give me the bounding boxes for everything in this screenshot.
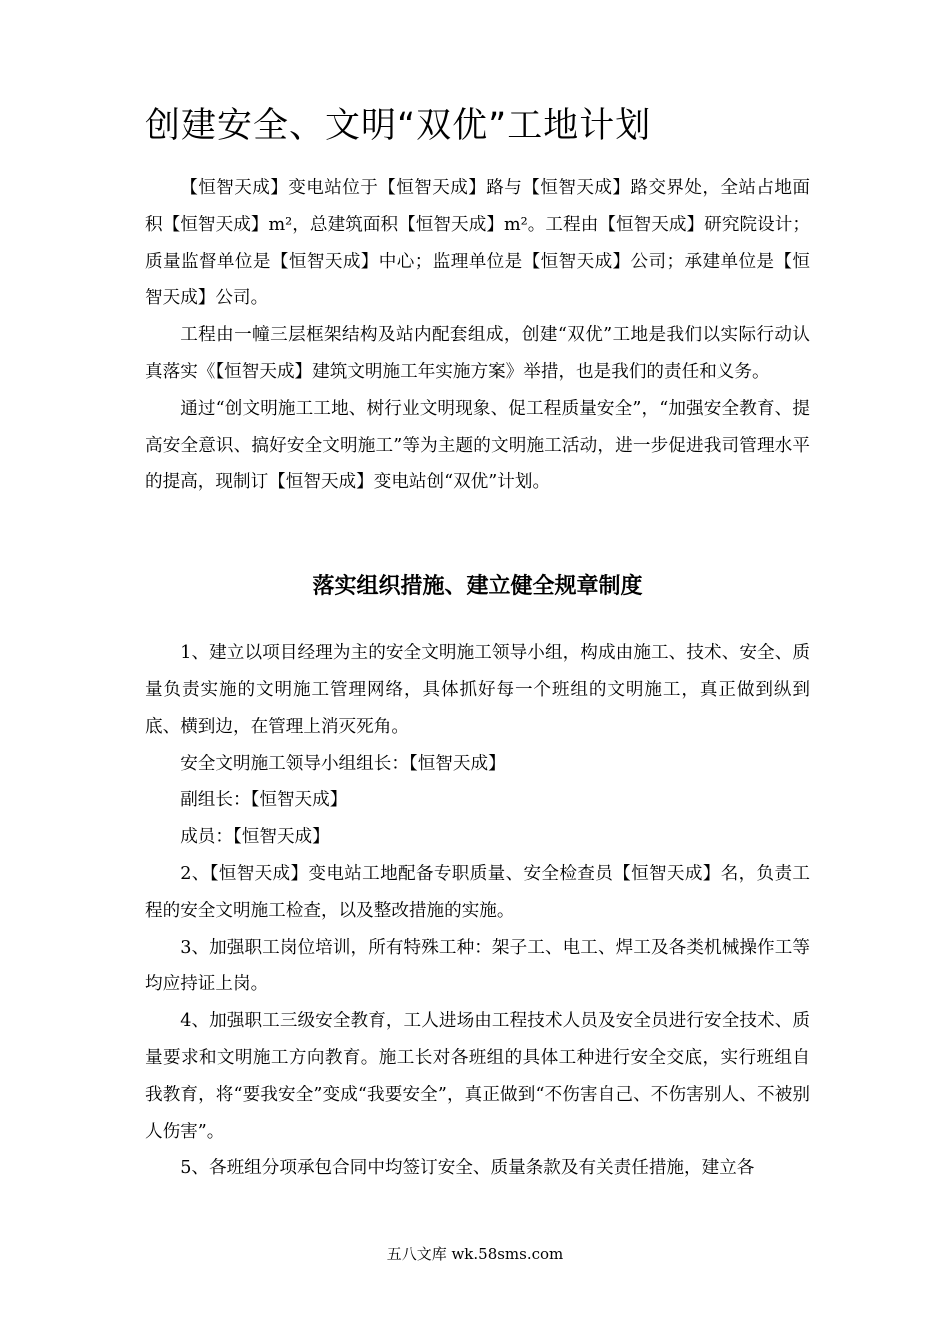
members-line: 成员：【恒智天成】 — [180, 827, 330, 848]
section-paragraph-5: 5、各班组分项承包合同中均签订安全、质量条款及有关责任措施，建立各 — [180, 1158, 755, 1179]
deputy-leader-line: 副组长：【恒智天成】 — [180, 790, 348, 811]
leader-line: 安全文明施工领导小组组长：【恒智天成】 — [180, 753, 506, 774]
section-heading: 落实组织措施、建立健全规章制度 — [312, 574, 643, 600]
section-paragraph-2: 2、【恒智天成】变电站工地配备专职质量、安全检查员【恒智天成】名，负责工程的安全文明施工检查，以及整改措施的实施。 — [145, 863, 810, 921]
intro-paragraph-1: 【恒智天成】变电站位于【恒智天成】路与【恒智天成】路交界处，全站占地面积【恒智天成】m²，总建筑面积【恒智天成】m²。工程由【恒智天成】研究院设计；质量监督单位是【恒智天成】中心；监理单位是【恒智天成】公司；承建单位是【恒智天成】公司。 — [145, 178, 810, 309]
intro-paragraph-2: 工程由一幢三层框架结构及站内配套组成，创建“双优”工地是我们以实际行动认真落实《【恒智天成】建筑文明施工年实施方案》举措，也是我们的责任和义务。 — [145, 325, 810, 382]
document-page — [145, 100, 810, 1187]
section-paragraph-1: 1、建立以项目经理为主的安全文明施工领导小组，构成由施工、技术、安全、质量负责实施的文明施工管理网络，具体抓好每一个班组的文明施工，真正做到纵到底、横到边，在管理上消灭死角。 — [145, 643, 810, 737]
organization-section — [145, 635, 810, 1187]
page-footer: 五八文库 wk.58sms.com — [386, 1245, 564, 1263]
intro-section — [145, 170, 810, 501]
section-paragraph-3: 3、加强职工岗位培训，所有特殊工种：架子工、电工、焊工及各类机械操作工等均应持证上岗。 — [145, 937, 810, 995]
section-paragraph-4: 4、加强职工三级安全教育，工人进场由工程技术人员及安全员进行安全技术、质量要求和文明施工方向教育。施工长对各班组的具体工种进行安全交底，实行班组自我教育，将“要我安全”变成“我要安全”，真正做到“不伤害自己、不伤害别人、不被别人伤害”。 — [145, 1011, 810, 1142]
document-title: 创建安全、文明“双优”工地计划 — [145, 106, 652, 146]
intro-paragraph-3: 通过“创文明施工工地、树行业文明现象、促工程质量安全”，“加强安全教育、提高安全意识、搞好安全文明施工”等为主题的文明施工活动，进一步促进我司管理水平的提高，现制订【恒智天成】变电站创“双优”计划。 — [145, 398, 810, 493]
